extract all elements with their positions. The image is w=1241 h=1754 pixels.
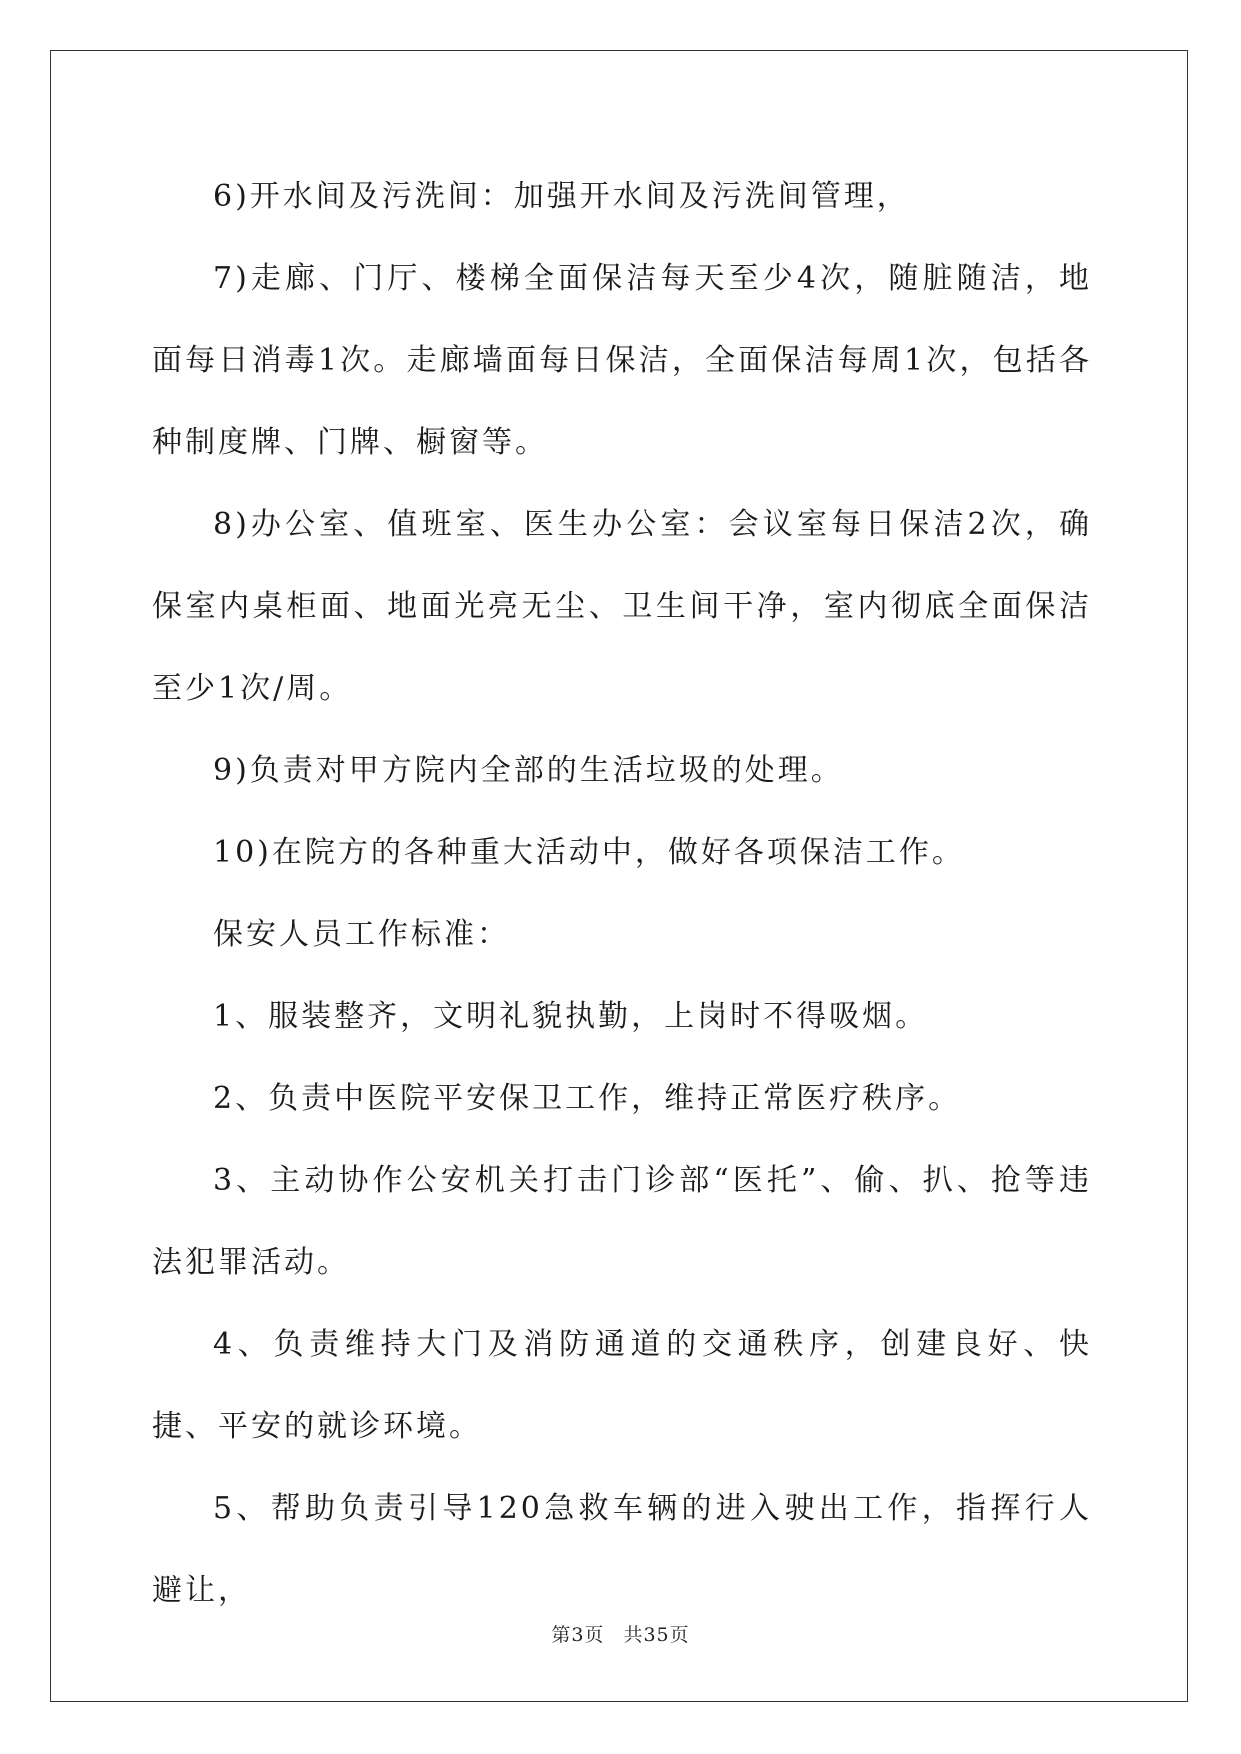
paragraph: 4、负责维持大门及消防通道的交通秩序，创建良好、快捷、平安的就诊环境。 [152, 1327, 1092, 1444]
paragraph: 7)走廊、门厅、楼梯全面保洁每天至少4次，随脏随洁，地面每日消毒1次。走廊墙面每日保洁，全面保洁每周1次，包括各种制度牌、门牌、橱窗等。 [152, 261, 1092, 460]
document-body [152, 156, 1092, 1632]
page-total: 共35页 [623, 1624, 690, 1646]
paragraph: 10)在院方的各种重大活动中，做好各项保洁工作。 [213, 835, 965, 870]
paragraph: 8)办公室、值班室、医生办公室：会议室每日保洁2次，确保室内桌柜面、地面光亮无尘、卫生间干净，室内彻底全面保洁至少1次/周。 [152, 507, 1092, 706]
paragraph: 6)开水间及污洗间：加强开水间及污洗间管理， [213, 179, 910, 214]
page-number: 第3页 [551, 1624, 605, 1646]
paragraph: 1、服装整齐，文明礼貌执勤，上岗时不得吸烟。 [213, 999, 929, 1034]
paragraph: 5、帮助负责引导120急救车辆的进入驶出工作，指挥行人避让， [152, 1491, 1092, 1608]
paragraph: 3、主动协作公安机关打击门诊部“医托”、偷、扒、抢等违法犯罪活动。 [152, 1163, 1092, 1280]
page-footer [0, 1620, 1241, 1647]
paragraph: 2、负责中医院平安保卫工作，维持正常医疗秩序。 [213, 1081, 962, 1116]
section-heading: 保安人员工作标准： [213, 917, 510, 952]
paragraph: 9)负责对甲方院内全部的生活垃圾的处理。 [213, 753, 844, 788]
